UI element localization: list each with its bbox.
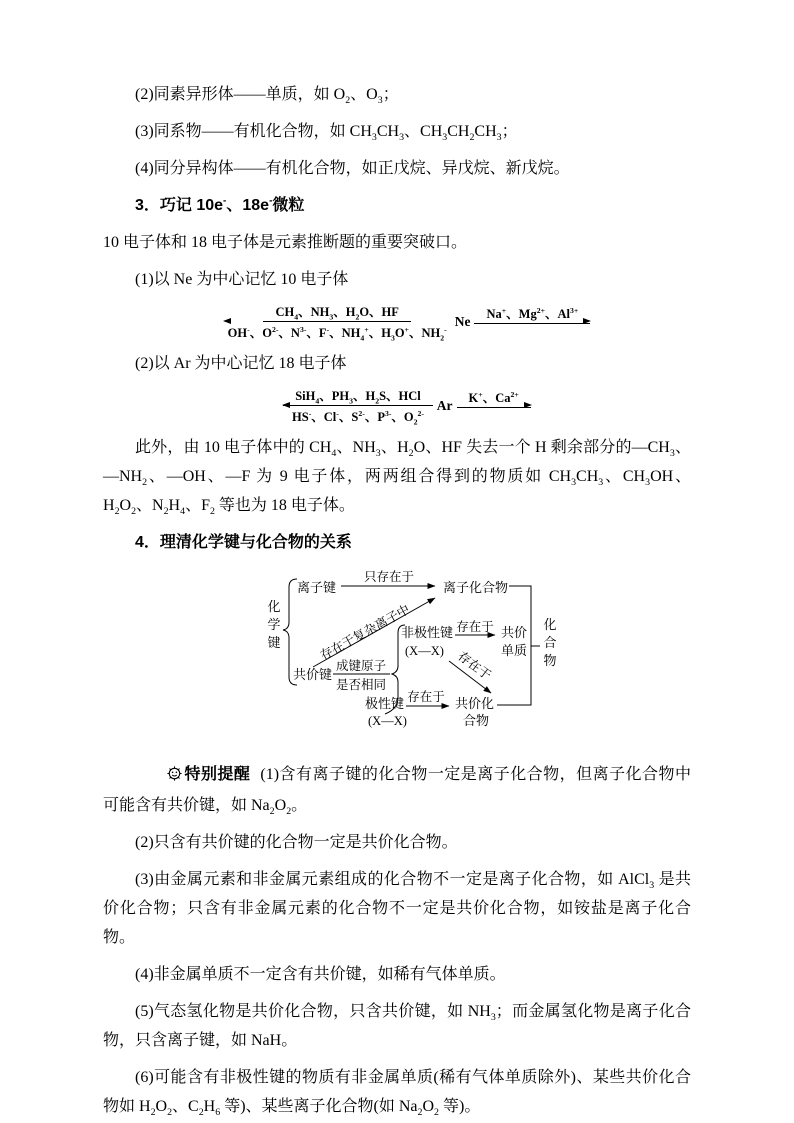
reminder-point1-text: (1)含有离子键的化合物一定是离子化合物，但离子化合物中可能含有共价键，如 $Na_2O_2$。 (103, 766, 691, 818)
section3-title: 3．巧记 10e-、18e-微粒 (135, 195, 305, 214)
ar-left-bottom-label: HS-、Cl-、$S^{2-}$、$P^{3-}$、$O_2^{2-}$ (292, 408, 424, 427)
paragraph-allotrope: (2)同素异形体——单质，如 $O_2$、$O_3$； (135, 86, 399, 107)
ar-left-top-label: SiH$_4$、$PH_3$、$H_2S$、HCl (283, 386, 433, 406)
ar-right-arrow (457, 388, 531, 424)
label-exists-in-2: 存在于 (455, 648, 494, 683)
ar-left-arrow (283, 386, 433, 425)
reminder-point1 (103, 760, 691, 820)
label-covalent-compound-line1: 共价化 (455, 696, 495, 711)
ar-electron-diagram (123, 386, 691, 425)
section3-intro: 10 电子体和 18 电子体是元素推断题的重要突破口。 (103, 234, 468, 251)
reminder-point4: (4)非金属单质不一定含有共价键，如稀有气体单质。 (135, 966, 506, 983)
label-exists-in-complex-ions: 存在于复杂离子中 (317, 602, 413, 663)
label-bonding-atoms: 成键原子 (335, 659, 387, 673)
label-covalent-bond: 共价键 (293, 667, 333, 682)
left-arrowhead-icon (223, 318, 231, 324)
ne-right-top-label: Na+、$Mg^{2+}$、$Al^{3+}$ (474, 304, 590, 324)
ne-left-bottom-label: OH-、$O^{2-}$、$N^{3-}$、F-、$NH_4^+$、$H_3O^+$、$NH_2^-$ (227, 324, 447, 343)
reminder-point3: (3)由金属元素和非金属元素组成的化合物不一定是离子化合物，如 AlCl$_3$ 是共价化合物；只含有非金属元素的化合物不一定是共价化合物，如铵盐是离子化合物。 (103, 871, 691, 946)
paragraph-isomer: (4)同分异构体——有机化合物，如正戊烷、异戊烷、新戊烷。 (135, 160, 570, 177)
ne-heading: (1)以 Ne 为中心记忆 10 电子体 (135, 271, 349, 288)
ar-center-label: Ar (436, 397, 453, 413)
reminder-point2: (2)只含有共价键的化合物一定是共价化合物。 (135, 834, 458, 851)
label-chemical-bond-char2: 学 (267, 617, 281, 632)
paragraph-extra: 此外，由 10 电子体中的 $CH_4$、$NH_3$、$H_2O$、HF 失去一个 H 剩余部分的$—CH_3$、$—NH_2$、—OH、—F 为 9 电子体，两两组合得到的物质如 $CH_3CH_3$、$CH_3OH$、$H_2O_2$、$N_2H_4$、$F_2$ 等也为 18 电子体。 (103, 439, 691, 518)
ar-right-top-label: K+、$Ca^{2+}$ (457, 388, 531, 408)
label-nonpolar-formula: (X—X) (405, 644, 444, 658)
label-covalent-element-line1: 共价 (501, 625, 528, 640)
ne-electron-diagram (123, 302, 691, 341)
label-compound-char1: 化 (543, 617, 557, 632)
label-ionic-bond: 离子键 (297, 580, 337, 595)
label-ionic-compound: 离子化合物 (443, 580, 509, 595)
label-covalent-element-line2: 单质 (501, 643, 528, 658)
special-reminder-icon (135, 762, 182, 791)
left-arrowhead-icon (282, 402, 290, 408)
right-arrowhead-icon (583, 318, 591, 324)
paragraph-homolog: (3)同系物——有机化合物，如 $CH_3CH_3$、$CH_3CH_2CH_3$； (135, 123, 518, 144)
label-chemical-bond-char3: 键 (267, 635, 281, 650)
label-exists-in-1: 存在于 (456, 620, 494, 634)
label-exists-in-3: 存在于 (407, 690, 445, 704)
right-arrowhead-icon (524, 402, 532, 408)
reminder-label: 特别提醒 (184, 766, 251, 783)
label-compound-char3: 物 (543, 653, 557, 668)
ne-left-top-label: $CH_4$、$NH_3$、$H_2O$、HF (263, 302, 410, 322)
reminder-point5: (5)气态氢化物是共价化合物，只含共价键，如 $NH_3$；而金属氢化物是离子化合物，只含离子键，如 NaH。 (103, 1003, 691, 1049)
label-only-exists-in: 只存在于 (363, 570, 415, 584)
label-nonpolar-bond: 非极性键 (401, 625, 454, 640)
ne-center-label: Ne (454, 313, 471, 329)
ne-right-arrow (474, 304, 590, 340)
label-compound-char2: 合 (543, 635, 557, 650)
reminder-point6: (6)可能含有非极性键的物质有非金属单质(稀有气体单质除外)、某些共价化合物如 $H_2O_2$、$C_2H_6$ 等)、某些离子化合物(如 $Na_2O_2$ 等)。 (103, 1069, 691, 1119)
label-chemical-bond-char1: 化 (267, 599, 281, 614)
section4-title: 4．理清化学键与化合物的关系 (135, 534, 352, 551)
label-covalent-compound-line2: 合物 (463, 713, 490, 728)
label-same-or-not: 是否相同 (335, 678, 387, 692)
label-polar-bond: 极性键 (365, 696, 405, 711)
ne-left-arrow (224, 302, 451, 341)
bond-relationship-diagram (263, 567, 603, 745)
label-polar-formula: (X—X) (368, 714, 407, 728)
ar-heading: (2)以 Ar 为中心记忆 18 电子体 (135, 355, 347, 372)
